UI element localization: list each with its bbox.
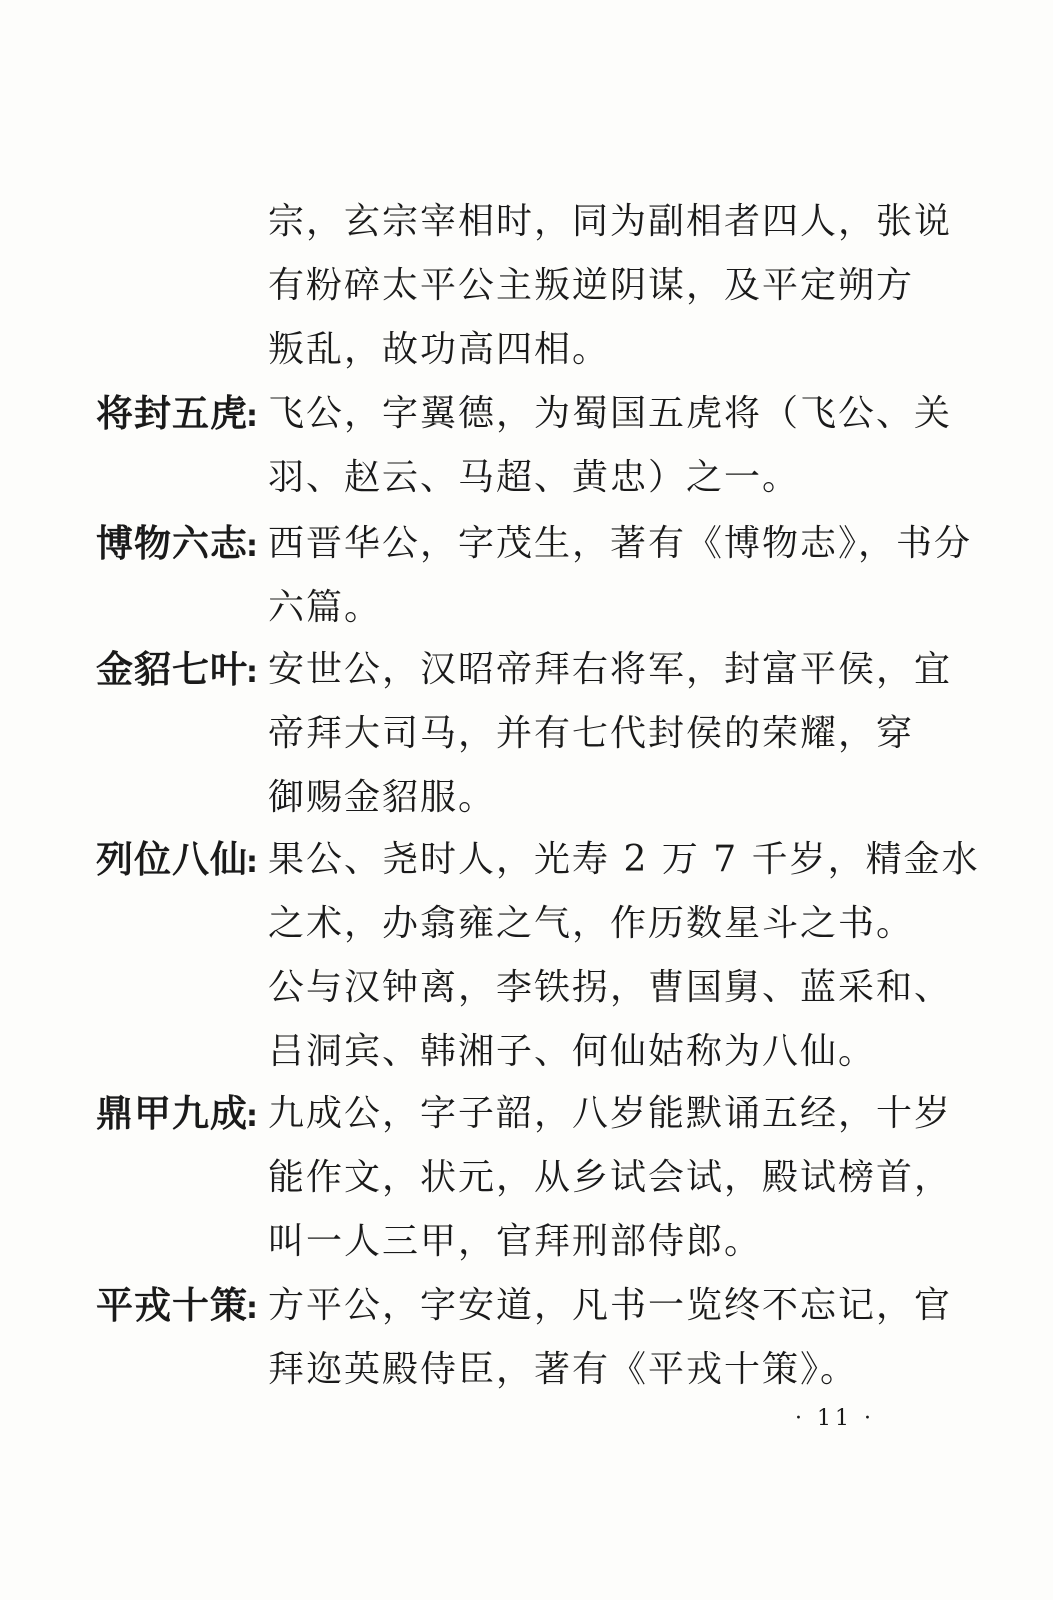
text-line: 宗，玄宗宰相时，同为副相者四人，张说 xyxy=(268,201,953,242)
text-line: 叛乱，故功高四相。 xyxy=(268,329,611,370)
text-line: 能作文，状元，从乡试会试，殿试榜首， xyxy=(268,1157,953,1198)
text-line: 之术，办翕雍之气，作历数星斗之书。 xyxy=(268,903,915,944)
text-line: 御赐金貂服。 xyxy=(268,777,497,818)
entry-term xyxy=(96,640,268,700)
term-colon: : xyxy=(246,655,259,690)
term-text: 将封五虎 xyxy=(96,392,248,435)
term-colon: : xyxy=(246,399,259,434)
text-line: 羽、赵云、马超、黄忠）之一。 xyxy=(268,457,801,498)
text-line: 飞公，字翼德，为蜀国五虎将（飞公、关 xyxy=(268,393,953,434)
text-line: 有粉碎太平公主叛逆阴谋，及平定朔方 xyxy=(268,265,915,306)
text-line: 叫一人三甲，官拜刑部侍郎。 xyxy=(268,1221,763,1262)
text-line: 帝拜大司马，并有七代封侯的荣耀，穿 xyxy=(268,713,915,754)
text-line: 西晋华公，字茂生，著有《博物志》，书分 xyxy=(268,523,973,564)
entry-term xyxy=(96,830,268,890)
text-line: 安世公，汉昭帝拜右将军，封富平侯，宜 xyxy=(268,649,953,690)
entry-term xyxy=(96,1084,268,1144)
term-colon: : xyxy=(246,845,259,880)
text-line: 九成公，字子韶，八岁能默诵五经，十岁 xyxy=(268,1093,953,1134)
text-line: 六篇。 xyxy=(268,587,383,628)
term-text: 金貂七叶 xyxy=(96,648,248,691)
term-text: 列位八仙 xyxy=(96,838,248,881)
page-number: · 11 · xyxy=(795,1406,875,1431)
term-text: 博物六志 xyxy=(96,522,248,565)
text-line: 方平公，字安道，凡书一览终不忘记，官 xyxy=(268,1285,953,1326)
text-line: 公与汉钟离，李铁拐，曹国舅、蓝采和、 xyxy=(268,967,953,1008)
entry-term xyxy=(96,384,268,444)
term-colon: : xyxy=(246,1291,259,1326)
text-line: 吕洞宾、韩湘子、何仙姑称为八仙。 xyxy=(268,1031,877,1072)
text-line: 拜迩英殿侍臣，著有《平戎十策》。 xyxy=(268,1349,859,1390)
term-colon: : xyxy=(246,529,259,564)
text-line: 果公、尧时人，光寿 2 万 7 千岁，精金水 xyxy=(268,839,980,880)
term-text: 平戎十策 xyxy=(96,1284,248,1327)
term-colon: : xyxy=(246,1099,259,1134)
term-text: 鼎甲九成 xyxy=(96,1092,248,1135)
entry-term xyxy=(96,1276,268,1336)
entry-term xyxy=(96,514,268,574)
